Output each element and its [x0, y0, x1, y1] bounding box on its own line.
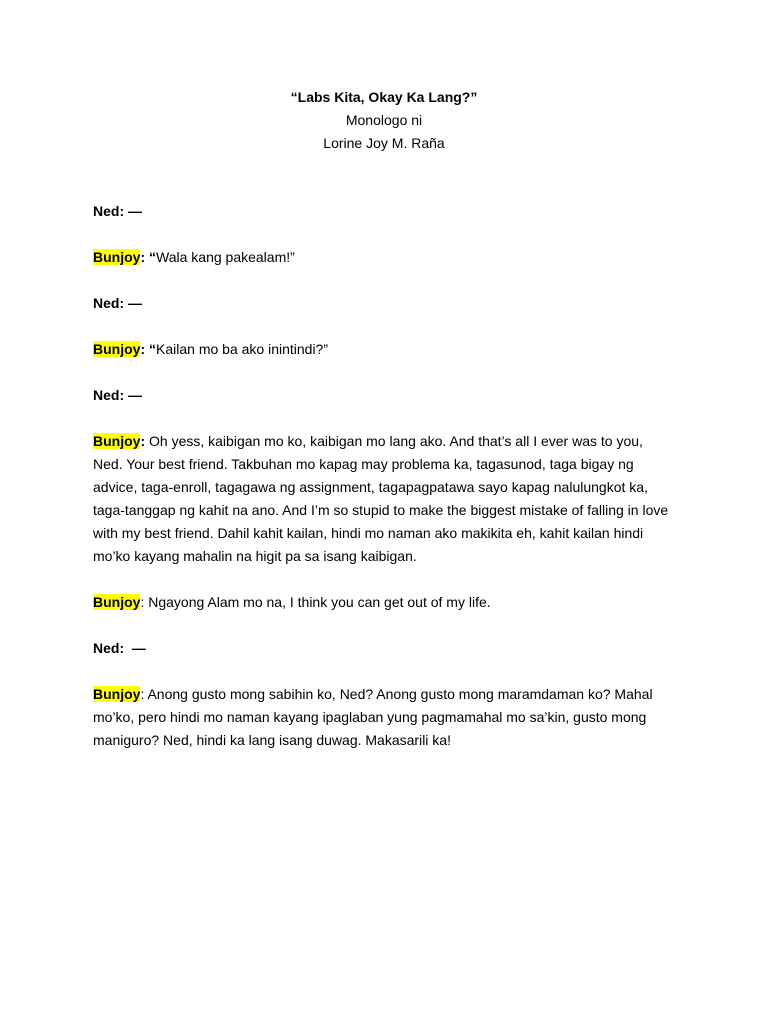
- speaker-colon: :: [119, 295, 125, 311]
- document-header: [0, 86, 768, 155]
- quote-mark: “: [145, 341, 157, 357]
- dialogue-line-ned-1: [93, 200, 673, 223]
- speaker-name: Ned: [93, 387, 120, 403]
- dialogue-text: —: [124, 640, 146, 656]
- speaker-colon: :: [140, 433, 146, 449]
- speaker-colon: :: [119, 387, 125, 403]
- document-author: Lorine Joy M. Raña: [323, 135, 445, 151]
- script-body: [93, 200, 673, 775]
- dialogue-text: —: [124, 295, 143, 311]
- speaker-colon: :: [140, 686, 145, 702]
- dialogue-text: Kailan mo ba ako inintindi?”: [156, 341, 329, 357]
- quote-mark: “: [145, 249, 157, 265]
- dialogue-text: —: [124, 387, 143, 403]
- speaker-name: Bunjoy: [93, 249, 141, 265]
- speaker-colon: :: [140, 341, 146, 357]
- speaker-name: Bunjoy: [93, 594, 141, 610]
- speaker-colon: :: [119, 203, 125, 219]
- dialogue-text: Anong gusto mong sabihin ko, Ned? Anong gusto mong maramdaman ko? Mahal mo’ko, pero hindi mo naman kayang ipaglaban yung pagmamahal mo sa’kin, gusto mong maniguro? Ned, hindi ka lang isang duwag. Makasarili ka!: [93, 686, 653, 748]
- speaker-name: Bunjoy: [93, 433, 141, 449]
- dialogue-text: Ngayong Alam mo na, I think you can get out of my life.: [144, 594, 491, 610]
- dialogue-text: —: [124, 203, 143, 219]
- dialogue-line-ned-2: [93, 292, 673, 315]
- dialogue-line-bunjoy-4: [93, 591, 673, 614]
- dialogue-line-bunjoy-5: [93, 683, 673, 752]
- speaker-colon: :: [119, 640, 125, 656]
- speaker-name: Bunjoy: [93, 341, 141, 357]
- speaker-colon: :: [140, 249, 146, 265]
- speaker-colon: :: [140, 594, 145, 610]
- speaker-name: Ned: [93, 640, 120, 656]
- dialogue-line-ned-4: [93, 637, 673, 660]
- speaker-name: Ned: [93, 203, 120, 219]
- speaker-name: Ned: [93, 295, 120, 311]
- dialogue-line-bunjoy-3: [93, 430, 673, 568]
- document-subtitle: Monologo ni: [345, 112, 423, 128]
- dialogue-line-bunjoy-1: [93, 246, 673, 269]
- dialogue-line-bunjoy-2: [93, 338, 673, 361]
- document-title: “Labs Kita, Okay Ka Lang?”: [290, 89, 478, 105]
- dialogue-line-ned-3: [93, 384, 673, 407]
- dialogue-text: Oh yess, kaibigan mo ko, kaibigan mo lang ako. And that’s all I ever was to you, Ned. Your best friend. Takbuhan mo kapag may problema ka, tagasunod, taga bigay ng advice, taga-enroll, tagagawa ng assignment, tagapagpatawa sayo kapag nalulungkot ka, taga-tanggap ng kahit na ano. And I’m so stupid to make the biggest mistake of falling in love with my best friend. Dahil kahit kailan, hindi mo naman ako makikita eh, kahit kailan hindi mo’ko kayang mahalin na higit pa sa isang kaibigan.: [93, 433, 669, 564]
- speaker-name: Bunjoy: [93, 686, 141, 702]
- dialogue-text: Wala kang pakealam!”: [156, 249, 295, 265]
